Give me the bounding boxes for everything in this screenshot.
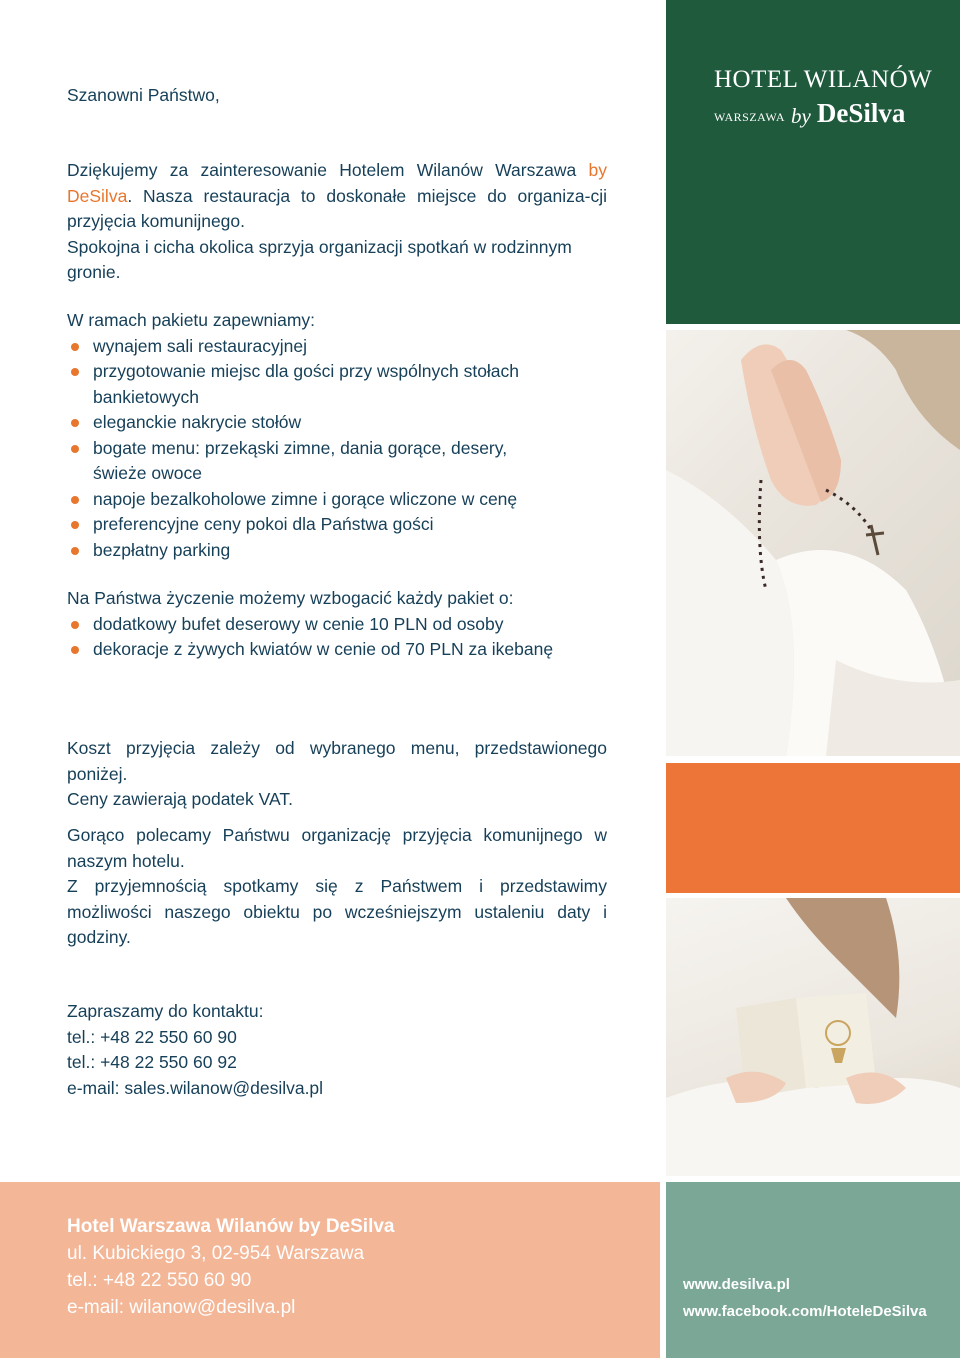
footer-address xyxy=(67,1213,395,1321)
intro-paragraph xyxy=(67,158,607,235)
logo-brand: DeSilva xyxy=(816,98,906,128)
intro-text-a: Dziękujemy za zainteresowanie Hotelem Wilanów Warszawa xyxy=(67,160,577,180)
footer-hotel-name: Hotel Warszawa Wilanów by DeSilva xyxy=(67,1216,395,1237)
logo-city: WARSZAWA xyxy=(714,110,786,124)
recommend-paragraph-2: Z przyjemnością spotkamy się z Państwem i przedstawimy możliwości naszego obiektu po wcześniejszym ustaleniu daty i godziny. xyxy=(67,876,607,947)
list-item: eleganckie nakrycie stołów xyxy=(67,410,607,436)
footer-links-panel xyxy=(666,1182,960,1358)
intro-brand-highlight: by DeSilva xyxy=(67,160,607,206)
list-item: napoje bezalkoholowe zimne i gorące wliczone w cenę xyxy=(67,487,607,513)
facebook-link[interactable]: www.facebook.com/HoteleDeSilva xyxy=(683,1303,927,1320)
package-heading: W ramach pakietu zapewniamy: xyxy=(67,310,316,330)
recommend-section xyxy=(67,823,607,951)
orange-accent-block xyxy=(666,763,960,893)
hotel-logo xyxy=(714,66,932,129)
footer-tel: tel.: +48 22 550 60 90 xyxy=(67,1270,252,1291)
extras-section xyxy=(67,586,607,663)
intro-section xyxy=(67,158,607,286)
list-item: dekoracje z żywych kwiatów w cenie od 70 PLN za ikebanę xyxy=(67,637,607,663)
footer-street: ul. Kubickiego 3, 02-954 Warszawa xyxy=(67,1243,365,1264)
footer-links xyxy=(683,1271,927,1325)
contact-heading: Zapraszamy do kontaktu: xyxy=(67,1001,264,1021)
footer-email: e-mail: wilanow@desilva.pl xyxy=(67,1297,296,1318)
intro-paragraph-2: Spokojna i cicha okolica sprzyja organizacji spotkań w rodzinnym gronie. xyxy=(67,236,572,282)
list-item: dodatkowy bufet deserowy w cenie 10 PLN od osoby xyxy=(67,612,607,638)
logo-panel xyxy=(666,0,960,324)
praying-girl-photo xyxy=(666,330,960,756)
list-item: bezpłatny parking xyxy=(67,538,607,564)
package-list xyxy=(67,334,607,564)
intro-text-b: . Nasza restauracja to doskonałe miejsce do organiza-cji przyjęcia komunijnego. xyxy=(67,185,607,231)
girl-with-prayer-book-photo xyxy=(666,898,960,1176)
cost-section xyxy=(67,736,607,813)
logo-by: by xyxy=(791,104,811,128)
recommend-paragraph-1: Gorąco polecamy Państwu organizację przyjęcia komunijnego w naszym hotelu. xyxy=(67,825,607,871)
greeting: Szanowni Państwo, xyxy=(67,85,220,105)
extras-heading: Na Państwa życzenie możemy wzbogacić każdy pakiet o: xyxy=(67,588,514,608)
contact-tel-2: tel.: +48 22 550 60 92 xyxy=(67,1052,237,1072)
cost-line-1: Koszt przyjęcia zależy od wybranego menu, przedstawionego poniżej. xyxy=(67,738,607,784)
list-item: bogate menu: przekąski zimne, dania gorące, desery, świeże owoce xyxy=(67,436,553,487)
extras-list xyxy=(67,612,607,663)
list-item: preferencyjne ceny pokoi dla Państwa gości xyxy=(67,512,607,538)
contact-email: e-mail: sales.wilanow@desilva.pl xyxy=(67,1077,324,1098)
logo-hotel-name: HOTEL WILANÓW xyxy=(714,66,933,93)
cost-line-2: Ceny zawierają podatek VAT. xyxy=(67,789,293,809)
contact-section xyxy=(67,999,607,1101)
list-item: przygotowanie miejsc dla gości przy wspólnych stołach bankietowych xyxy=(67,359,563,410)
package-section xyxy=(67,308,607,563)
website-link[interactable]: www.desilva.pl xyxy=(683,1276,790,1293)
contact-tel-1: tel.: +48 22 550 60 90 xyxy=(67,1026,237,1047)
list-item: wynajem sali restauracyjnej xyxy=(67,334,607,360)
